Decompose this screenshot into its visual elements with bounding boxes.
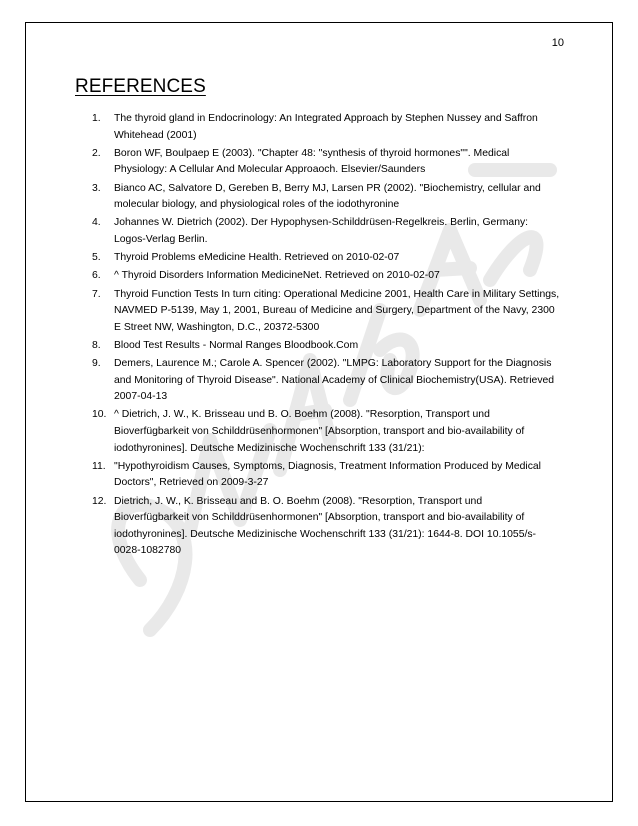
reference-text: ^ Dietrich, J. W., K. Brisseau und B. O. Boehm (2008). "Resorption, Transport und Bioverfügbarkeit von Schilddrüsenhormonen" [Absorption, transport and bio-availability of iodothyronines]. Deutsche Medizinische Wochenschrift 133 (31/21): [114,409,525,454]
reference-number: 9. [92,358,101,370]
reference-item [92,146,560,179]
reference-text: Johannes W. Dietrich (2002). Der Hypophysen-Schilddrüsen-Regelkreis. Berlin, Germany: Logos-Verlag Berlin. [114,217,529,245]
reference-item [92,111,560,144]
reference-number: 2. [92,147,101,159]
reference-item [92,287,560,337]
reference-number: 3. [92,182,101,194]
reference-item [92,407,560,457]
reference-number: 12. [92,495,107,507]
reference-list [92,111,560,562]
reference-text: ^ Thyroid Disorders Information MedicineNet. Retrieved on 2010-02-07 [114,270,440,282]
reference-item [92,356,560,406]
reference-item [92,250,560,267]
reference-number: 1. [92,113,101,124]
reference-text: "Hypothyroidism Causes, Symptoms, Diagnosis, Treatment Information Produced by Medical Doctors", Retrieved on 2009-3-27 [114,460,541,489]
reference-text: Demers, Laurence M.; Carole A. Spencer (2002). "LMPG: Laboratory Support for the Diagnosis and Monitoring of Thyroid Disease". National Academy of Clinical Biochemistry(USA). Retrieved 2007-04-13 [114,358,555,403]
reference-text: Boron WF, Boulpaep E (2003). "Chapter 48: "synthesis of thyroid hormones"". Medical Physiology: A Cellular And Molecular Approaoch. Elsevier/Saunders [114,147,510,176]
reference-item [92,268,560,285]
reference-item [92,494,560,560]
page-number: 10 [551,37,564,49]
reference-number: 5. [92,252,101,264]
reference-number: 10. [92,409,107,421]
reference-text: Thyroid Function Tests In turn citing: Operational Medicine 2001, Health Care in Military Settings, NAVMED P-5139, May 1, 2001, Bureau of Medicine and Surgery, Department of the Navy, 2300 E Street NW, Washington, D.C., 20372-5300 [114,288,560,333]
reference-item [92,338,560,355]
reference-text: Thyroid Problems eMedicine Health. Retrieved on 2010-02-07 [114,252,400,264]
reference-item [92,215,560,248]
reference-number: 6. [92,270,101,282]
reference-number: 4. [92,217,101,229]
reference-text: The thyroid gland in Endocrinology: An Integrated Approach by Stephen Nussey and Saffron Whitehead (2001) [114,113,538,141]
page-title: REFERENCES [75,76,206,97]
reference-text: Blood Test Results - Normal Ranges Bloodbook.Com [114,339,359,351]
reference-item [92,181,560,214]
reference-text: Dietrich, J. W., K. Brisseau and B. O. Boehm (2008). "Resorption, Transport und Bioverfügbarkeit von Schilddrüsenhormonen" [Absorption, transport and bio-availability of iodothyronines]. Deutsche Medizinische Wochenschrift 133 (31/21): 1644-8. DOI 10.1055/s-0028-1082780 [114,495,537,557]
reference-number: 11. [92,460,106,472]
reference-item [92,459,560,492]
reference-number: 7. [92,288,101,300]
reference-text: Bianco AC, Salvatore D, Gereben B, Berry MJ, Larsen PR (2002). "Biochemistry, cellular and molecular biology, and physiological roles of the iodothyronine [114,182,541,211]
reference-number: 8. [92,339,101,351]
